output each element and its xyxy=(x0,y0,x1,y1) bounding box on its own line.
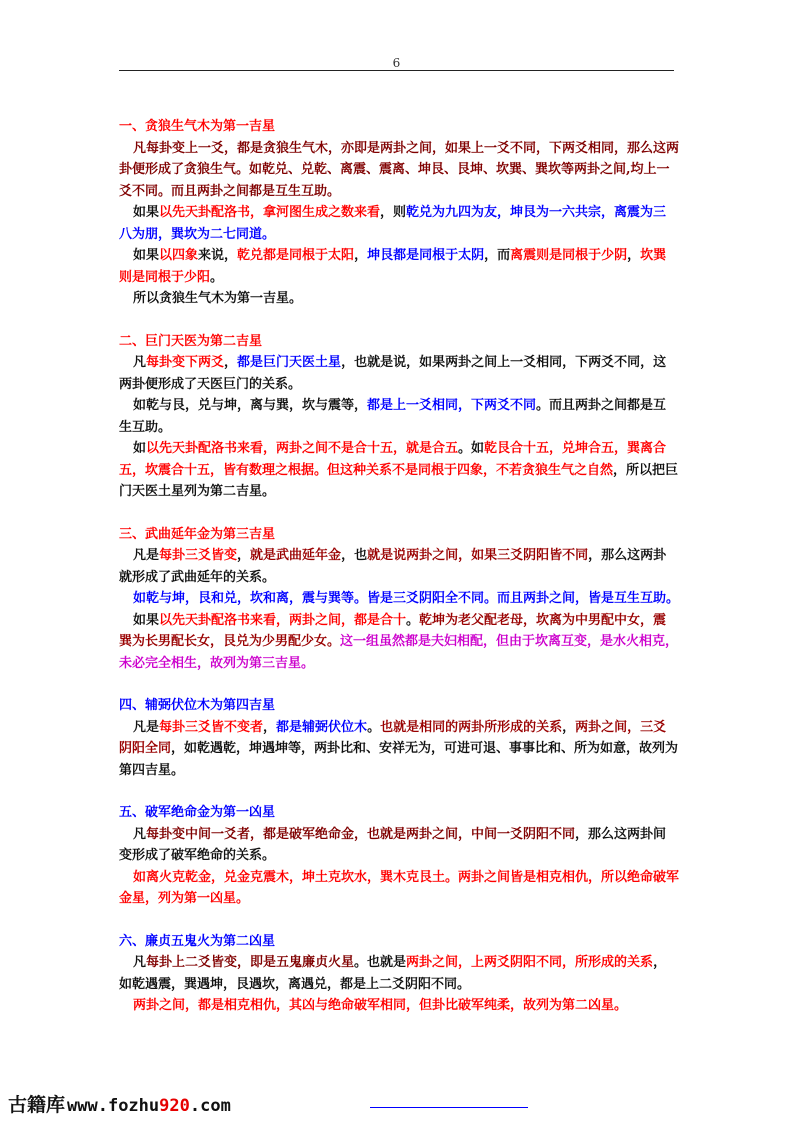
text-run: 每卦变下两爻 xyxy=(146,355,225,370)
text-run: 乾兑都是同根于太阳 xyxy=(237,248,355,263)
text-run: 如 xyxy=(133,441,147,456)
text-run: 如离火克乾金，兑金克震木，坤土克坎水，巽木克艮土。两卦之间皆是相克相仇，所以绝命破军金星，列为第一凶星。 xyxy=(119,869,680,906)
paragraph xyxy=(119,245,679,288)
paragraph xyxy=(119,138,679,203)
text-run: 坤艮都是同根于太阴 xyxy=(367,248,485,263)
text-run: ， xyxy=(263,719,277,735)
text-run: 两卦之间，三爻阴阳全同 xyxy=(119,719,667,756)
text-run: 凡 xyxy=(133,355,147,370)
text-run: 都是巨门天医土星 xyxy=(237,355,342,370)
paragraph xyxy=(119,952,679,995)
text-run: 每卦三爻皆变 xyxy=(159,548,238,563)
section-2 xyxy=(119,331,679,503)
text-run: 都是上一爻相同，下两爻不同 xyxy=(367,398,537,413)
logo-url-prefix: www.fozhu xyxy=(67,1096,160,1116)
section-4 xyxy=(119,695,679,781)
text-run: 就是武曲延年金 xyxy=(250,548,342,563)
text-run: 两卦之间，都是相克相仇，其凶与绝命破军相同，但卦比破军纯柔，故列为第二凶星。 xyxy=(133,998,628,1013)
text-run: 以先天卦配洛书来看，两卦之间，都是合十 xyxy=(159,612,407,628)
section-title: 二、巨门天医为第二吉星 xyxy=(119,333,263,349)
logo-url-number: 920 xyxy=(159,1096,190,1116)
paragraph xyxy=(119,545,679,588)
text-run: 两卦之间，上两爻阴阳不同，所形成的关系 xyxy=(406,955,654,970)
text-run: 凡每卦变上一爻，都是贪狼生气木，亦即是两卦之间，如果上一爻不同，下两爻相同，那么这两卦便形成了贪狼生气。如乾兑、兑乾、离震、震离、坤艮、艮坤、坎巽、巽坎等两卦之间,均上一爻不同。而且两卦之间都是互生互助。 xyxy=(119,140,680,199)
section-5 xyxy=(119,802,679,910)
text-run: ， xyxy=(354,248,368,263)
text-run: ，如乾遇乾，坤遇坤等，两卦比和、安祥无为，可进可退、事事比和、所为如意，故列为第四吉星。 xyxy=(119,741,679,778)
section-title: 一、贪狼生气木为第一吉星 xyxy=(119,119,276,134)
text-run: 每卦变中间一爻者，都是破军绝命金，也就是两卦之间，中间一爻阴阳不同 xyxy=(146,826,576,842)
header-rule xyxy=(119,70,674,71)
footer-link-rule xyxy=(370,1107,528,1108)
text-run: 坎巽则是同根于少阳 xyxy=(119,248,667,285)
paragraph xyxy=(119,202,679,245)
text-run: 如乾与坤，艮和兑，坎和离，震与巽等。皆是三爻阴阳全不同。而且两卦之间，皆是互生互助。 xyxy=(133,591,680,606)
section-1 xyxy=(119,116,679,310)
text-run: ，也就是说，如果两卦之间上一爻相同，下两爻不同，这两卦便形成了天医巨门的关系。 xyxy=(119,355,667,392)
text-run: 。 xyxy=(406,612,420,628)
site-watermark-logo xyxy=(8,1090,231,1117)
text-run: 以先天卦配洛书，拿河图生成之数来看 xyxy=(159,205,381,220)
paragraph xyxy=(119,395,679,438)
text-run: ，而 xyxy=(484,248,511,263)
paragraph xyxy=(119,438,679,503)
text-run: ， xyxy=(237,548,251,563)
text-run: 。 xyxy=(210,269,224,285)
text-run: 如果 xyxy=(133,248,160,263)
text-run: 乾兑为九四为友，坤艮为一六共宗，离震为三八为朋，巽坎为二七同道。 xyxy=(119,205,667,242)
text-run: 以先天卦配洛书来看，两卦之间不是合十五，就是合五 xyxy=(146,441,459,456)
text-run: 都是辅弼伏位木 xyxy=(276,719,368,735)
text-run: 每卦上二爻皆变，即是五鬼廉贞火星 xyxy=(146,955,355,970)
page-number: 6 xyxy=(392,56,401,70)
section-3 xyxy=(119,524,679,675)
paragraph xyxy=(119,288,679,310)
text-run: ，那么这两卦就形成了武曲延年的关系。 xyxy=(119,548,667,585)
text-run: 。如 xyxy=(458,441,485,456)
text-run: 每卦三爻皆不变者 xyxy=(159,719,264,735)
paragraph xyxy=(119,588,679,610)
document-body xyxy=(119,116,679,1038)
text-run: 。而且两卦之间都是互生互助。 xyxy=(119,398,667,435)
text-run: 。也就是 xyxy=(354,955,407,970)
text-run: 就是说两卦之间，如果三爻阴阳皆不同 xyxy=(367,548,589,563)
text-run: 如乾与艮，兑与坤，离与巽，坎与震等， xyxy=(133,398,368,413)
text-run: ，则 xyxy=(380,205,407,220)
text-run: 凡 xyxy=(133,955,147,970)
text-run: 凡 xyxy=(133,826,147,842)
text-run: 所以贪狼生气木为第一吉星。 xyxy=(133,291,303,306)
text-run: 乾艮合十五，兑坤合五，巽离合五，坎震合十五，皆有数理之根据。但这种关系不是同根于四象，不若贪狼生气之自然 xyxy=(119,441,667,478)
paragraph xyxy=(119,867,679,910)
text-run: ，所以把巨门天医土星列为第二吉星。 xyxy=(119,462,679,499)
section-title: 三、武曲延年金为第三吉星 xyxy=(119,526,276,542)
paragraph xyxy=(119,824,679,867)
text-run: 凡是 xyxy=(133,719,160,735)
text-run: ， xyxy=(224,355,238,370)
text-run: 也就是相同的两卦所形成的关系 xyxy=(380,719,563,735)
paragraph xyxy=(119,995,679,1017)
text-run: 。 xyxy=(367,719,381,735)
text-run: 如果 xyxy=(133,612,160,628)
text-run: ， xyxy=(627,248,641,263)
text-run: ，也 xyxy=(341,548,368,563)
paragraph xyxy=(119,352,679,395)
logo-chinese-text: 古籍库 xyxy=(8,1095,66,1116)
text-run: 离震则是同根于少阴 xyxy=(510,248,628,263)
text-run: 如果 xyxy=(133,205,160,220)
section-title: 六、廉贞五鬼火为第二凶星 xyxy=(119,933,276,949)
paragraph xyxy=(119,717,679,782)
text-run: 来说， xyxy=(198,248,238,263)
text-run: ，如乾遇震，巽遇坤，艮遇坎，离遇兑，都是上二爻阴阳不同。 xyxy=(119,955,667,992)
text-run: ，那么这两卦间变形成了破军绝命的关系。 xyxy=(119,826,667,863)
text-run: 乾坤为老父配老母，坎离为中男配中女，震巽为长男配长女，艮兑为少男配少女。 xyxy=(119,612,667,649)
section-6 xyxy=(119,931,679,1017)
section-title: 五、破军绝命金为第一凶星 xyxy=(119,805,276,820)
text-run: 这一组虽然都是夫妇相配，但由于坎离互变，是水火相克，未必完全相生，故列为第三吉星。 xyxy=(119,634,679,671)
text-run: 凡是 xyxy=(133,548,160,563)
text-run: 以四象 xyxy=(159,248,199,263)
text-run: ， xyxy=(562,719,576,735)
paragraph xyxy=(119,610,679,675)
section-title: 四、辅弼伏位木为第四吉星 xyxy=(119,698,276,713)
logo-url-suffix: .com xyxy=(189,1096,231,1116)
